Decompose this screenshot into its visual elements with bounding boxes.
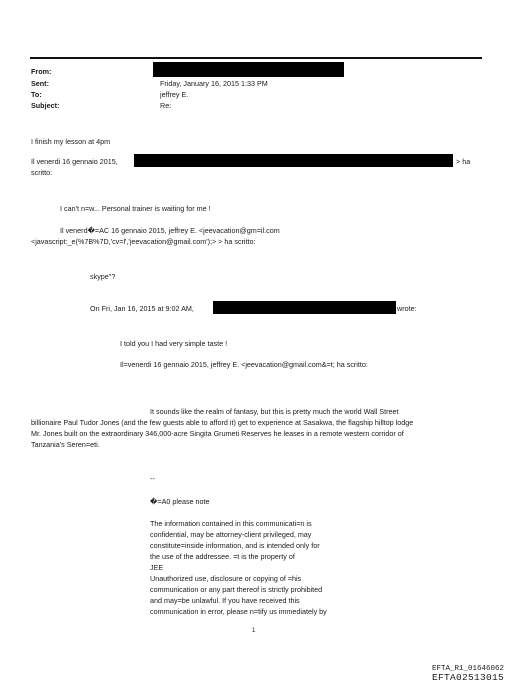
to-label: To: <box>31 90 42 99</box>
body-line-scritto-1: scritto: <box>31 168 53 177</box>
body-line-venerdi-1-end: > ha <box>456 157 471 166</box>
footer-id-2: EFTA02513015 <box>431 672 504 683</box>
disclaimer-line-7: communication or any part thereof is strictly prohibited <box>150 585 323 594</box>
disclaimer-line-2: confidential, may be attorney-client privileged, may <box>150 530 312 539</box>
sender-redaction-2 <box>213 301 396 314</box>
sent-value: Friday, January 16, 2015 1:33 PM <box>160 79 268 88</box>
sent-label: Sent: <box>31 79 49 88</box>
disclaimer-line-8: and may=be unlawful. If you have received this <box>150 596 300 605</box>
disclaimer-line-6: Unauthorized use, disclosure or copying of =his <box>150 574 302 583</box>
body-line-lesson: I finish my lesson at 4pm <box>31 137 111 146</box>
to-value: jeffrey E. <box>160 90 189 99</box>
body-line-venerdi-3: Il=venerdi 16 gennaio 2015, jeffrey E. <jeevacation@gmail.com&=t; ha scritto: <box>120 360 368 369</box>
signature-separator: -- <box>150 474 155 483</box>
body-line-venerdi-1: Il venerdi 16 gennaio 2015, <box>31 157 118 166</box>
disclaimer-line-9: communication in error, please n=tify us immediately by <box>150 607 327 616</box>
disclaimer-line-5: JEE <box>150 563 164 572</box>
paragraph-line-4: Tanzania's Seren=eti. <box>31 440 100 449</box>
body-line-venerdi-2a: Il venerd�=AC 16 gennaio 2015, jeffrey E. <jeevacation@gm=il.com <box>60 226 280 235</box>
from-redaction <box>153 62 344 77</box>
paragraph-line-3: Mr. Jones built on the extraordinary 346,000-acre Singita Grumeti Reserves he leases in a remote western corridor of <box>31 429 404 438</box>
disclaimer-line-4: the use of the addressee. =t is the property of <box>150 552 295 561</box>
paragraph-line-1: It sounds like the realm of fantasy, but this is pretty much the world Wall Street <box>150 407 399 416</box>
disclaimer-line-1: The information contained in this communicati=n is <box>150 519 312 528</box>
disclaimer-line-3: constitute=inside information, and is intended only for <box>150 541 320 550</box>
body-line-on-fri: On Fri, Jan 16, 2015 at 9:02 AM, <box>90 304 194 313</box>
sender-redaction-1 <box>134 154 453 167</box>
subject-value: Re: <box>160 101 172 110</box>
page-number: 1 <box>252 628 256 634</box>
body-line-simple-taste: I told you I had very simple taste ! <box>120 339 228 348</box>
footer-id-1: EFTA_R1_01646062 <box>431 665 504 673</box>
please-note: �=A0 please note <box>150 497 210 506</box>
subject-label: Subject: <box>31 101 60 110</box>
body-line-on-fri-end: wrote: <box>397 304 417 313</box>
header-rule <box>30 57 482 59</box>
paragraph-line-2: billionaire Paul Tudor Jones (and the few guests able to afford it) get to experience at Sasakwa, the flagship hilltop lodge <box>31 418 414 427</box>
body-line-trainer: I can't n=w... Personal trainer is waiting for me ! <box>60 204 211 213</box>
body-line-venerdi-2b: <javascript:_e(%7B%7D,'cv=l','jeevacation@gmail.com');> > ha scritto: <box>31 237 256 246</box>
from-label: From: <box>31 67 52 76</box>
body-line-skype: skype"? <box>90 272 116 281</box>
